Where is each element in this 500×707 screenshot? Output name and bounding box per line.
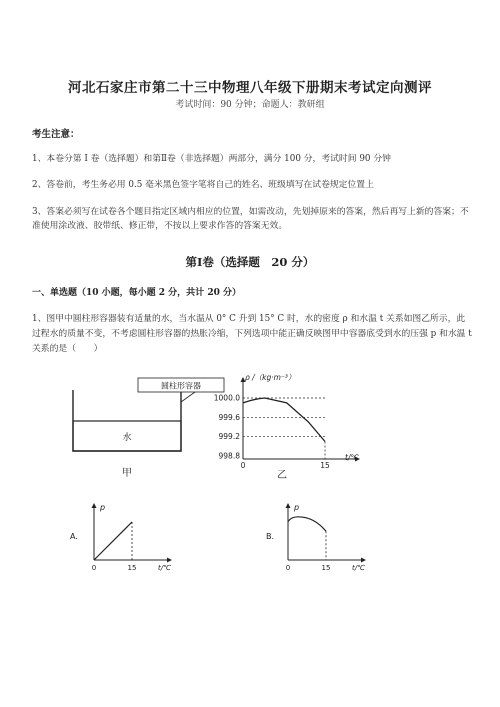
option-b-x-arrow (361, 558, 366, 563)
option-b-ylabel: p (294, 503, 300, 512)
option-b-curve (288, 517, 326, 531)
figure-yi-xtick: 0 (240, 461, 246, 470)
option-b-figure[interactable] (258, 500, 378, 572)
part-heading: 一、单选题（10 小题，每小题 2 分，共计 20 分） (32, 288, 241, 298)
question-1-text: 1、图甲中圆柱形容器装有适量的水，当水温从 0° C 升到 15° C 时，水的密度 ρ 和水温 t 关系如图乙所示，此过程水的质量不变，不考虑圆柱形容器的热胀冷缩，下列选项中能正确反映图甲中容器底受到水的压强 p 和水温 t 关系的是（ ） (32, 314, 472, 354)
option-a-xtick-15: 15 (127, 564, 137, 572)
figure-yi-xtick: 15 (320, 461, 330, 470)
option-b-y-arrow (286, 503, 291, 508)
figure-yi-xlabel: t/℃ (345, 453, 359, 462)
page-title: 河北石家庄市第二十三中物理八年级下册期末考试定向测评 (68, 80, 432, 96)
water-label: 水 (122, 433, 132, 443)
option-a-line (94, 522, 132, 560)
figure-jia-caption: 甲 (122, 468, 132, 479)
notice-heading: 考生注意： (32, 129, 80, 140)
figure-yi-ytick: 999.6 (218, 412, 240, 422)
exam-info: 考试时间：90 分钟；命题人：教研组 (175, 100, 325, 110)
option-a-xtick-0: 0 (91, 564, 97, 572)
notice-item-2: 2、答卷前，考生务必用 0.5 毫米黑色签字笔将自己的姓名、班级填写在试卷规定位置上 (32, 180, 374, 190)
container-label: 圆柱形容器 (161, 381, 201, 391)
option-a-x-arrow (167, 558, 172, 563)
option-b-letter: B. (266, 532, 275, 541)
option-a-xlabel: t/℃ (158, 564, 171, 572)
figure-yi-ylabel: ρ /（kg·m⁻³） (245, 373, 296, 382)
option-b-xtick-0: 0 (285, 564, 291, 572)
option-b-xlabel: t/℃ (352, 564, 365, 572)
option-a-ylabel: p (100, 503, 106, 512)
option-a-letter: A. (70, 532, 78, 541)
option-a-y-arrow (92, 503, 97, 508)
figure-yi-axes (241, 377, 361, 462)
section-title: 第Ⅰ卷（选择题 20 分） (185, 255, 315, 269)
density-curve (243, 398, 325, 442)
notice-item-3: 3、答案必须写在试卷各个题目指定区域内相应的位置，如需改动，先划掉原来的答案，然后再写上新的答案；不准使用涂改液、胶带纸、修正带，不按以上要求作答的答案无效。 (32, 207, 469, 231)
figure-yi-ytick: 999.2 (218, 432, 240, 442)
figure-yi (205, 372, 380, 482)
figure-jia (60, 372, 225, 482)
figure-yi-ytick: 1000.0 (213, 393, 240, 403)
option-a-figure[interactable] (62, 500, 182, 572)
notice-item-1: 1、本卷分第 I 卷（选择题）和第Ⅱ卷（非选择题）两部分，满分 100 分，考试时间 90 分钟 (32, 154, 391, 164)
figure-yi-ytick: 998.8 (218, 451, 240, 461)
figure-yi-caption: 乙 (277, 470, 287, 481)
option-b-xtick-15: 15 (321, 564, 331, 572)
